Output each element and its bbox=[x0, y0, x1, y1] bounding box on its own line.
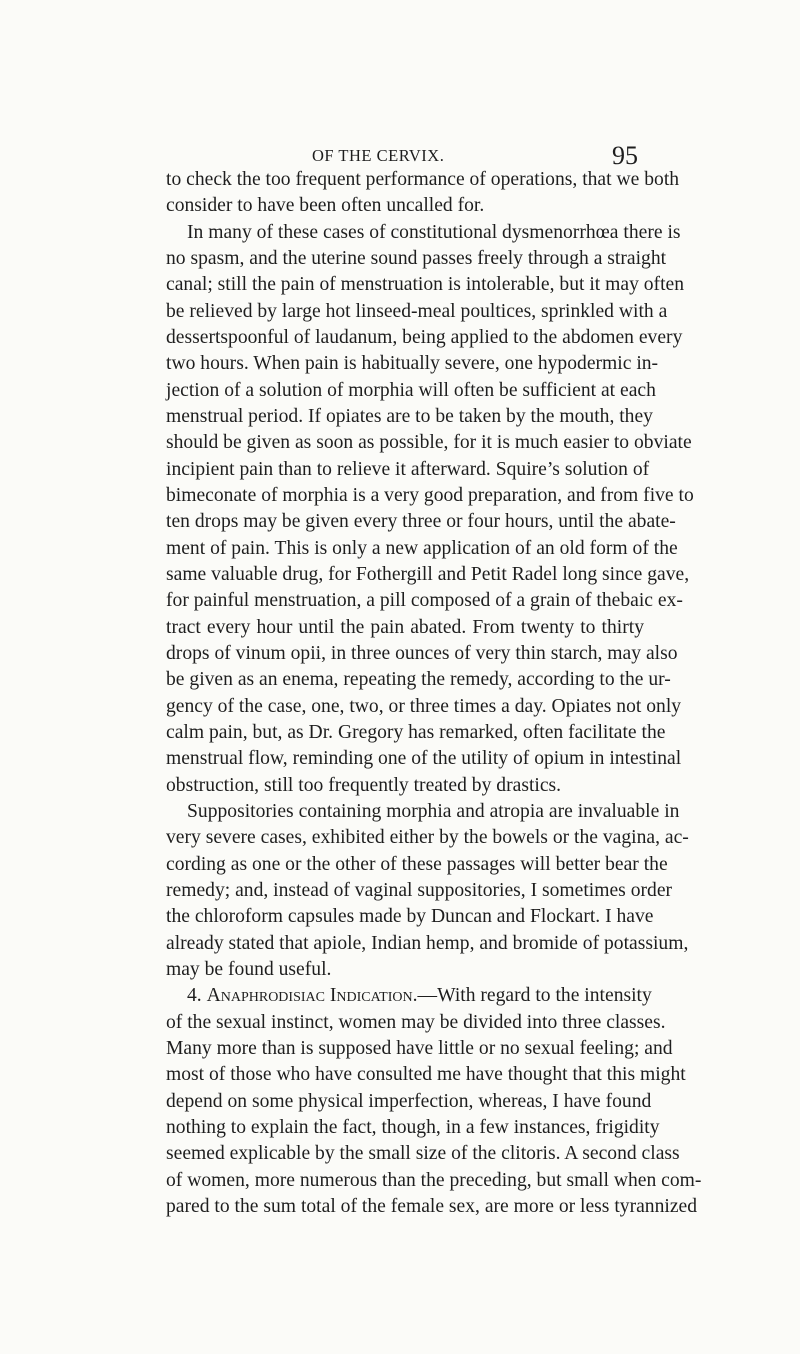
text-line: be given as an enema, repeating the remedy, according to the ur- bbox=[166, 669, 671, 690]
section-heading-line bbox=[187, 983, 652, 1009]
text-line: drops of vinum opii, in three ounces of very thin starch, may also bbox=[166, 643, 678, 664]
text-line: of the sexual instinct, women may be divided into three classes. bbox=[166, 1012, 666, 1033]
text-line: nothing to explain the fact, though, in a few instances, frigidity bbox=[166, 1117, 660, 1138]
section-number: 4. bbox=[187, 985, 207, 1006]
text-line: dessertspoonful of laudanum, being applied to the abdomen every bbox=[166, 327, 683, 348]
text-line: In many of these cases of constitutional dysmenorrhœa there is bbox=[187, 222, 681, 243]
text-line: should be given as soon as possible, for it is much easier to obviate bbox=[166, 432, 692, 453]
text-line: calm pain, but, as Dr. Gregory has remarked, often facilitate the bbox=[166, 722, 666, 743]
text-line: menstrual period. If opiates are to be taken by the mouth, they bbox=[166, 406, 653, 427]
text-line: be relieved by large hot linseed-meal poultices, sprinkled with a bbox=[166, 301, 668, 322]
text-line: depend on some physical imperfection, whereas, I have found bbox=[166, 1091, 652, 1112]
text-line: menstrual flow, reminding one of the utility of opium in intestinal bbox=[166, 748, 682, 769]
text-line: already stated that apiole, Indian hemp, and bromide of potassium, bbox=[166, 933, 689, 954]
text-line: incipient pain than to relieve it afterward. Squire’s solution of bbox=[166, 459, 650, 480]
text-line: most of those who have consulted me have thought that this might bbox=[166, 1064, 686, 1085]
text-line: to check the too frequent performance of operations, that we both bbox=[166, 169, 680, 190]
text-line: seemed explicable by the small size of the clitoris. A second class bbox=[166, 1143, 680, 1164]
running-title: OF THE CERVIX. bbox=[312, 146, 445, 165]
text-line: the chloroform capsules made by Duncan and Flockart. I have bbox=[166, 906, 654, 927]
text-line: jection of a solution of morphia will often be sufficient at each bbox=[166, 380, 656, 401]
text-line: for painful menstruation, a pill composed of a grain of thebaic ex- bbox=[166, 590, 683, 611]
text-line: of women, more numerous than the preceding, but small when com- bbox=[166, 1170, 702, 1191]
text-line: gency of the case, one, two, or three times a day. Opiates not only bbox=[166, 696, 682, 717]
text-line: ment of pain. This is only a new application of an old form of the bbox=[166, 538, 678, 559]
text-line: bimeconate of morphia is a very good preparation, and from five to bbox=[166, 485, 694, 506]
text-line: no spasm, and the uterine sound passes freely through a straight bbox=[166, 248, 667, 269]
text-line: Suppositories containing morphia and atropia are invaluable in bbox=[187, 801, 680, 822]
section-heading-text: —With regard to the intensity bbox=[417, 985, 652, 1006]
text-line: may be found useful. bbox=[166, 959, 332, 980]
text-line: consider to have been often uncalled for. bbox=[166, 195, 485, 216]
text-line: two hours. When pain is habitually severe, one hypodermic in- bbox=[166, 353, 659, 374]
text-line: pared to the sum total of the female sex, are more or less tyrannized bbox=[166, 1196, 698, 1217]
text-line: canal; still the pain of menstruation is intolerable, but it may often bbox=[166, 274, 685, 295]
text-line: Many more than is supposed have little or no sexual feeling; and bbox=[166, 1038, 673, 1059]
text-line: remedy; and, instead of vaginal suppositories, I sometimes order bbox=[166, 880, 673, 901]
text-line: cording as one or the other of these passages will better bear the bbox=[166, 854, 668, 875]
section-heading: Anaphrodisiac Indication. bbox=[206, 985, 418, 1006]
text-line: ten drops may be given every three or four hours, until the abate- bbox=[166, 511, 676, 532]
page-number: 95 bbox=[612, 141, 638, 170]
text-line: obstruction, still too frequently treated by drastics. bbox=[166, 775, 562, 796]
text-line: very severe cases, exhibited either by the bowels or the vagina, ac- bbox=[166, 827, 689, 848]
text-line: tract every hour until the pain abated. From twenty to thirty bbox=[166, 617, 644, 638]
text-line: same valuable drug, for Fothergill and Petit Radel long since gave, bbox=[166, 564, 690, 585]
